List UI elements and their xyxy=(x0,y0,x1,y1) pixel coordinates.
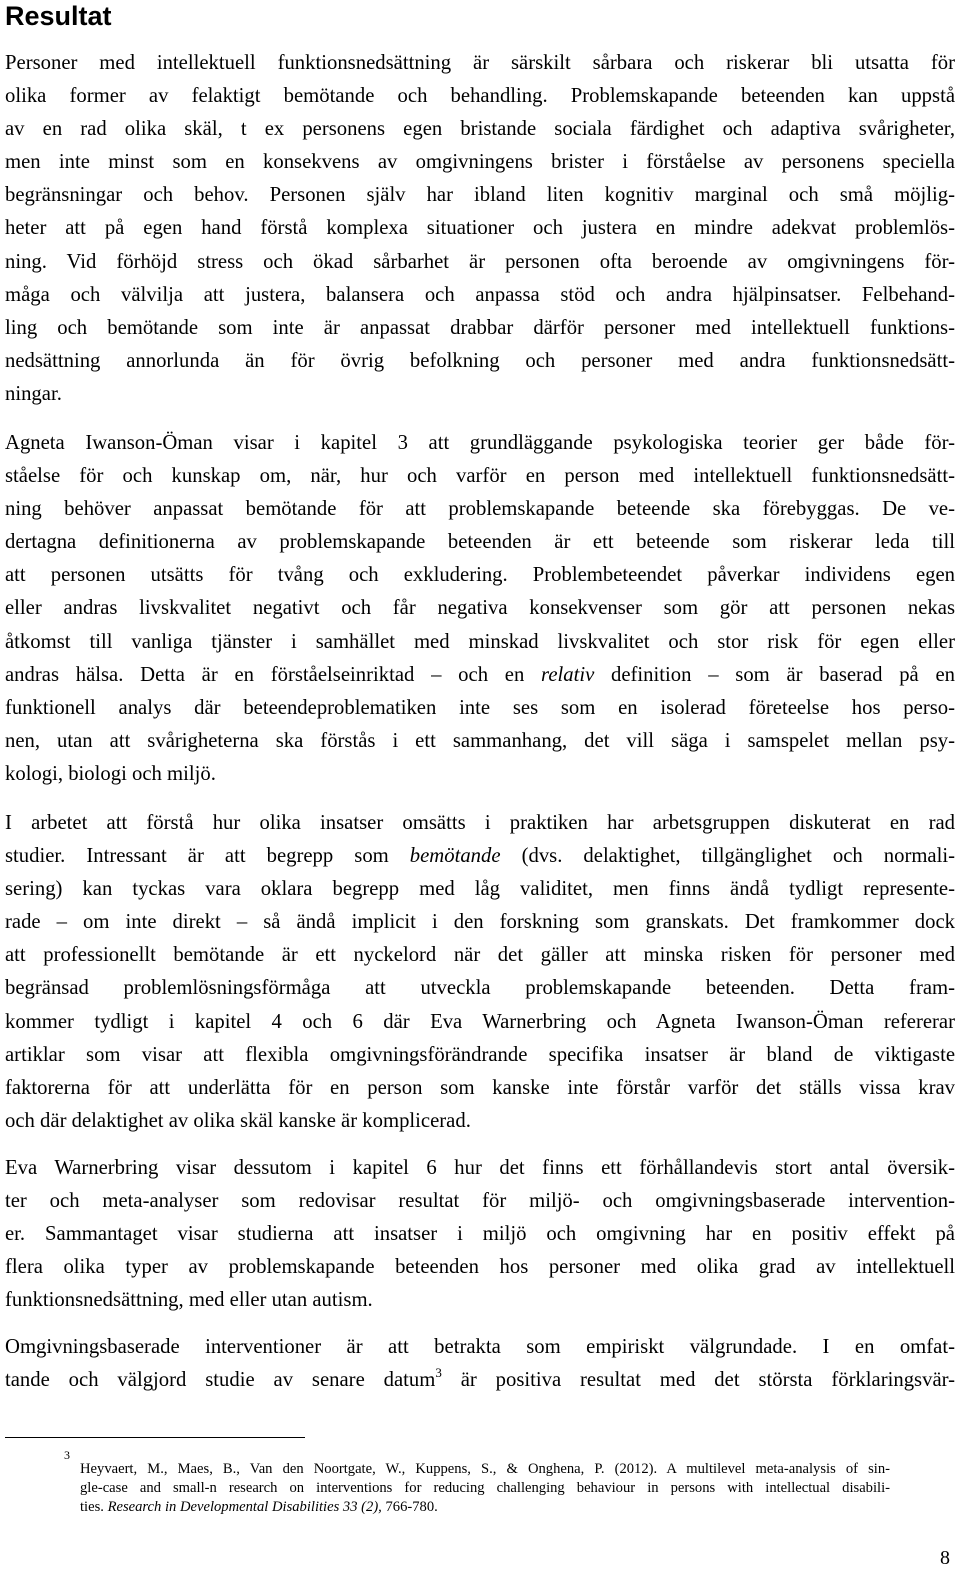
paragraph-3 xyxy=(5,807,955,1138)
paragraph-line: nedsättning annorlunda än för övrig befolkning och personer med andra funktionsnedsätt- xyxy=(5,349,955,372)
paragraph-line: måga och välvilja att justera, balansera och anpassa stöd och andra hjälpinsatser. Felbehand- xyxy=(5,283,955,306)
paragraph-line: dertagna definitionerna av problemskapande beteenden är ett beteende som riskerar leda till xyxy=(5,531,955,554)
paragraph-line: olika former av felaktigt bemötande och behandling. Problemskapande beteenden kan uppstå xyxy=(5,85,955,108)
paragraph-line: att professionellt bemötande är ett nyckelord när det gäller att minska risken för personer med xyxy=(5,944,955,967)
journal-title: Research in Developmental Disabilities 33 (2), xyxy=(107,1499,382,1515)
paragraph-line: Agneta Iwanson-Öman visar i kapitel 3 att grundläggande psykologiska teorier ger både för- xyxy=(5,432,955,454)
paragraph-line: ning. Vid förhöjd stress och ökad sårbarhet är personen ofta beroende av omgivningens för- xyxy=(5,250,955,273)
paragraph-line: kologi, biologi och miljö. xyxy=(5,762,216,785)
paragraph-1 xyxy=(5,47,955,411)
footnote-line: Heyvaert, M., Maes, B., Van den Noortgate, W., Kuppens, S., & Onghena, P. (2012). A multilevel meta-analysis of sin- xyxy=(80,1461,890,1477)
paragraph-line xyxy=(5,1364,955,1397)
footnote-line: gle-case and small-n research on interventions for reducing challenging behaviour in persons with intellectual disabili- xyxy=(80,1480,890,1496)
footnote-separator xyxy=(5,1437,305,1438)
page-number: 8 xyxy=(940,1547,950,1569)
paragraph-line: Omgivningsbaserade interventioner är att betrakta som empiriskt välgrundade. I en omfat- xyxy=(5,1336,955,1358)
paragraph-line: heter att på egen hand förstå komplexa situationer och justera en mindre adekvat problemlös- xyxy=(5,217,955,240)
section-heading: Resultat xyxy=(5,1,112,31)
paragraph-line: begränsad problemlösningsförmåga att utveckla problemskapande beteenden. Detta fram- xyxy=(5,977,955,1000)
paragraph-line: andras hälsa. Detta är en förståelseinriktad – och en relativ definition – som är baserad på en xyxy=(5,663,955,686)
paragraph-line: åtkomst till vanliga tjänster i samhället med minskad livskvalitet och stor risk för egen eller xyxy=(5,630,955,653)
paragraph-line: I arbetet att förstå hur olika insatser omsätts i praktiken har arbetsgruppen diskuterat en rad xyxy=(5,812,955,834)
paragraph-line: begränsningar och behov. Personen själv har ibland liten kognitiv marginal och små möjlig- xyxy=(5,184,955,207)
paragraph-line: faktorerna för att underlätta för en person som kanske inte förstår varför det ställs vissa krav xyxy=(5,1076,955,1099)
paragraph-line: flera olika typer av problemskapande beteenden hos personer med olika grad av intellektuell xyxy=(5,1256,955,1279)
paragraph-5 xyxy=(5,1331,955,1397)
paragraph-line: och där delaktighet av olika skäl kanske är komplicerad. xyxy=(5,1109,471,1132)
footnote-line xyxy=(80,1498,890,1517)
footnote-reference: 3 xyxy=(435,1365,442,1381)
line-segment: är positiva resultat med det största förklaringsvär- xyxy=(460,1369,955,1392)
paragraph-line: funktionsnedsättning, med eller utan autism. xyxy=(5,1289,373,1312)
paragraph-line: att personen utsätts för tvång och exkludering. Problembeteendet påverkar individens egen xyxy=(5,564,955,587)
footnote-number: 3 xyxy=(64,1448,70,1462)
footnote-segment: 766-780. xyxy=(385,1499,438,1515)
paragraph-line: men inte minst som en konsekvens av omgivningens brister i förståelse av personens speciella xyxy=(5,151,955,174)
paragraph-line: ningar. xyxy=(5,382,62,405)
paragraph-line: studier. Intressant är att begrepp som bemötande (dvs. delaktighet, tillgänglighet och normali- xyxy=(5,845,955,868)
paragraph-4 xyxy=(5,1152,955,1317)
paragraph-line: ling och bemötande som inte är anpassat drabbar därför personer med intellektuell funktions- xyxy=(5,316,955,339)
paragraph-line: ning behöver anpassat bemötande för att problemskapande beteende ska förebyggas. De ve- xyxy=(5,498,955,521)
paragraph-line: rade – om inte direkt – så ändå implicit i den forskning som granskats. Det framkommer dock xyxy=(5,911,955,934)
paragraph-line: av en rad olika skäl, t ex personens egen bristande sociala färdighet och adaptiva svårigheter, xyxy=(5,118,955,141)
paragraph-line: nen, utan att svårigheterna ska förstås i ett sammanhang, det vill säga i samspelet mellan psy- xyxy=(5,729,955,752)
footnote-segment: ties. xyxy=(80,1499,104,1515)
paragraph-line: Personer med intellektuell funktionsnedsättning är särskilt sårbara och riskerar bli utsatta för xyxy=(5,52,955,74)
paragraph-line: ter och meta-analyser som redovisar resultat för miljö- och omgivningsbaserade intervention- xyxy=(5,1190,955,1213)
paragraph-line: sering) kan tyckas vara oklara begrepp med låg validitet, men finns ändå tydligt represente- xyxy=(5,878,955,901)
line-segment: tande och välgjord studie av senare datum xyxy=(5,1369,436,1392)
paragraph-line: funktionell analys där beteendeproblematiken inte ses som en isolerad företeelse hos perso- xyxy=(5,696,955,719)
paragraph-line: artiklar som visar att flexibla omgivningsförändrande specifika insatser är bland de viktigaste xyxy=(5,1043,955,1066)
paragraph-line: kommer tydligt i kapitel 4 och 6 där Eva Warnerbring och Agneta Iwanson-Öman refererar xyxy=(5,1010,955,1033)
paragraph-line: Eva Warnerbring visar dessutom i kapitel 6 hur det finns ett förhållandevis stort antal översik- xyxy=(5,1157,955,1179)
paragraph-line: er. Sammantaget visar studierna att insatser i miljö och omgivning har en positiv effekt på xyxy=(5,1223,955,1246)
footnote-text xyxy=(80,1460,890,1517)
paragraph-line: ståelse för och kunskap om, när, hur och varför en person med intellektuell funktionsnedsätt- xyxy=(5,465,955,488)
paragraph-line: eller andras livskvalitet negativt och får negativa konsekvenser som gör att personen nekas xyxy=(5,597,955,620)
paragraph-2 xyxy=(5,427,955,791)
